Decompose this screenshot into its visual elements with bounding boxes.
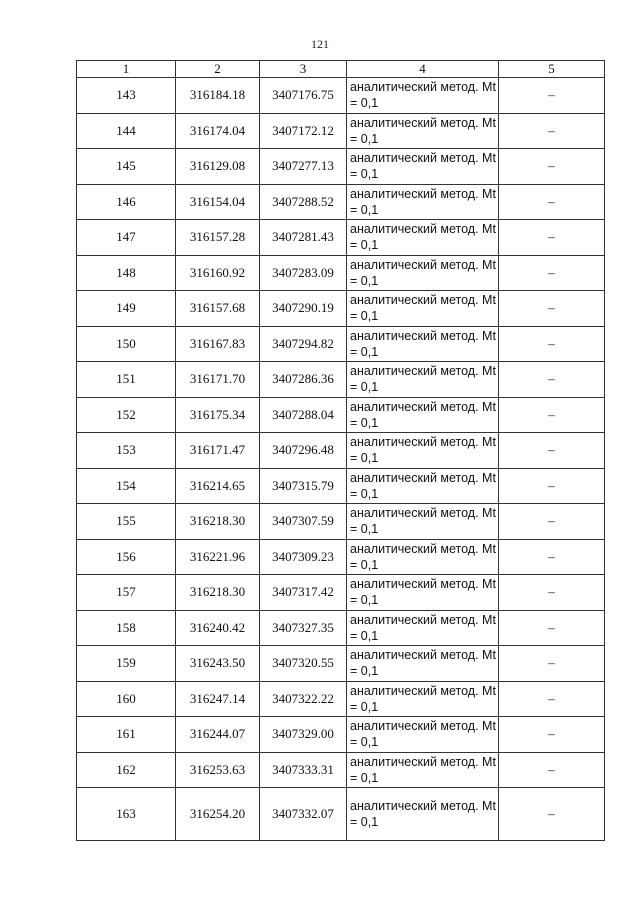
x-coordinate-cell: 316254.20 (176, 788, 260, 841)
x-coordinate-cell: 316247.14 (176, 681, 260, 717)
y-coordinate-cell: 3407333.31 (260, 752, 347, 788)
point-number-cell: 148 (77, 255, 176, 291)
y-coordinate-cell: 3407277.13 (260, 149, 347, 185)
point-number-cell: 143 (77, 78, 176, 114)
x-coordinate-cell: 316129.08 (176, 149, 260, 185)
x-coordinate-cell: 316167.83 (176, 326, 260, 362)
x-coordinate-cell: 316174.04 (176, 113, 260, 149)
note-cell: – (499, 255, 605, 291)
method-cell: аналитический метод. Mt = 0,1 (347, 575, 499, 611)
method-cell: аналитический метод. Mt = 0,1 (347, 752, 499, 788)
method-cell: аналитический метод. Mt = 0,1 (347, 220, 499, 256)
table-row (77, 575, 605, 611)
point-number-cell: 146 (77, 184, 176, 220)
method-cell: аналитический метод. Mt = 0,1 (347, 149, 499, 185)
table-row (77, 681, 605, 717)
method-cell: аналитический метод. Mt = 0,1 (347, 646, 499, 682)
table-row (77, 113, 605, 149)
table-row (77, 646, 605, 682)
table-row (77, 326, 605, 362)
note-cell: – (499, 326, 605, 362)
method-cell: аналитический метод. Mt = 0,1 (347, 788, 499, 841)
note-cell: – (499, 681, 605, 717)
y-coordinate-cell: 3407320.55 (260, 646, 347, 682)
note-cell: – (499, 610, 605, 646)
note-cell: – (499, 113, 605, 149)
table-row (77, 220, 605, 256)
method-cell: аналитический метод. Mt = 0,1 (347, 255, 499, 291)
point-number-cell: 150 (77, 326, 176, 362)
table-row (77, 433, 605, 469)
x-coordinate-cell: 316171.47 (176, 433, 260, 469)
note-cell: – (499, 717, 605, 753)
x-coordinate-cell: 316157.68 (176, 291, 260, 327)
y-coordinate-cell: 3407286.36 (260, 362, 347, 398)
table-row (77, 362, 605, 398)
table-row (77, 397, 605, 433)
method-cell: аналитический метод. Mt = 0,1 (347, 362, 499, 398)
point-number-cell: 161 (77, 717, 176, 753)
table-row (77, 752, 605, 788)
method-cell: аналитический метод. Mt = 0,1 (347, 717, 499, 753)
table-body (77, 78, 605, 841)
point-number-cell: 158 (77, 610, 176, 646)
note-cell: – (499, 149, 605, 185)
y-coordinate-cell: 3407288.52 (260, 184, 347, 220)
method-cell: аналитический метод. Mt = 0,1 (347, 326, 499, 362)
method-cell: аналитический метод. Mt = 0,1 (347, 397, 499, 433)
note-cell: – (499, 362, 605, 398)
point-number-cell: 160 (77, 681, 176, 717)
point-number-cell: 159 (77, 646, 176, 682)
point-number-cell: 154 (77, 468, 176, 504)
table-row (77, 468, 605, 504)
point-number-cell: 149 (77, 291, 176, 327)
note-cell: – (499, 539, 605, 575)
page-number: 121 (311, 37, 329, 51)
y-coordinate-cell: 3407281.43 (260, 220, 347, 256)
column-header: 4 (347, 61, 499, 78)
x-coordinate-cell: 316218.30 (176, 575, 260, 611)
x-coordinate-cell: 316243.50 (176, 646, 260, 682)
table-row (77, 78, 605, 114)
y-coordinate-cell: 3407288.04 (260, 397, 347, 433)
note-cell: – (499, 78, 605, 114)
y-coordinate-cell: 3407283.09 (260, 255, 347, 291)
header-row (77, 61, 605, 78)
y-coordinate-cell: 3407290.19 (260, 291, 347, 327)
x-coordinate-cell: 316221.96 (176, 539, 260, 575)
note-cell: – (499, 752, 605, 788)
x-coordinate-cell: 316157.28 (176, 220, 260, 256)
note-cell: – (499, 184, 605, 220)
table-row (77, 539, 605, 575)
x-coordinate-cell: 316244.07 (176, 717, 260, 753)
table-row (77, 717, 605, 753)
point-number-cell: 156 (77, 539, 176, 575)
method-cell: аналитический метод. Mt = 0,1 (347, 504, 499, 540)
y-coordinate-cell: 3407176.75 (260, 78, 347, 114)
y-coordinate-cell: 3407309.23 (260, 539, 347, 575)
y-coordinate-cell: 3407296.48 (260, 433, 347, 469)
method-cell: аналитический метод. Mt = 0,1 (347, 78, 499, 114)
table-row (77, 184, 605, 220)
x-coordinate-cell: 316253.63 (176, 752, 260, 788)
note-cell: – (499, 646, 605, 682)
y-coordinate-cell: 3407294.82 (260, 326, 347, 362)
x-coordinate-cell: 316214.65 (176, 468, 260, 504)
method-cell: аналитический метод. Mt = 0,1 (347, 539, 499, 575)
note-cell: – (499, 468, 605, 504)
method-cell: аналитический метод. Mt = 0,1 (347, 184, 499, 220)
coordinates-table (76, 60, 605, 841)
point-number-cell: 162 (77, 752, 176, 788)
x-coordinate-cell: 316218.30 (176, 504, 260, 540)
point-number-cell: 147 (77, 220, 176, 256)
column-header: 5 (499, 61, 605, 78)
note-cell: – (499, 397, 605, 433)
x-coordinate-cell: 316175.34 (176, 397, 260, 433)
note-cell: – (499, 433, 605, 469)
table-row (77, 255, 605, 291)
point-number-cell: 155 (77, 504, 176, 540)
point-number-cell: 153 (77, 433, 176, 469)
y-coordinate-cell: 3407329.00 (260, 717, 347, 753)
method-cell: аналитический метод. Mt = 0,1 (347, 610, 499, 646)
table-row (77, 504, 605, 540)
note-cell: – (499, 504, 605, 540)
table-row (77, 149, 605, 185)
y-coordinate-cell: 3407317.42 (260, 575, 347, 611)
y-coordinate-cell: 3407172.12 (260, 113, 347, 149)
y-coordinate-cell: 3407307.59 (260, 504, 347, 540)
method-cell: аналитический метод. Mt = 0,1 (347, 681, 499, 717)
method-cell: аналитический метод. Mt = 0,1 (347, 468, 499, 504)
point-number-cell: 145 (77, 149, 176, 185)
y-coordinate-cell: 3407327.35 (260, 610, 347, 646)
method-cell: аналитический метод. Mt = 0,1 (347, 113, 499, 149)
point-number-cell: 152 (77, 397, 176, 433)
column-header: 2 (176, 61, 260, 78)
method-cell: аналитический метод. Mt = 0,1 (347, 433, 499, 469)
y-coordinate-cell: 3407332.07 (260, 788, 347, 841)
point-number-cell: 157 (77, 575, 176, 611)
table-row (77, 788, 605, 841)
y-coordinate-cell: 3407322.22 (260, 681, 347, 717)
note-cell: – (499, 291, 605, 327)
note-cell: – (499, 788, 605, 841)
x-coordinate-cell: 316240.42 (176, 610, 260, 646)
point-number-cell: 151 (77, 362, 176, 398)
table-row (77, 610, 605, 646)
table-row (77, 291, 605, 327)
note-cell: – (499, 575, 605, 611)
point-number-cell: 144 (77, 113, 176, 149)
x-coordinate-cell: 316160.92 (176, 255, 260, 291)
x-coordinate-cell: 316154.04 (176, 184, 260, 220)
column-header: 1 (77, 61, 176, 78)
note-cell: – (499, 220, 605, 256)
column-header: 3 (260, 61, 347, 78)
y-coordinate-cell: 3407315.79 (260, 468, 347, 504)
point-number-cell: 163 (77, 788, 176, 841)
method-cell: аналитический метод. Mt = 0,1 (347, 291, 499, 327)
x-coordinate-cell: 316184.18 (176, 78, 260, 114)
x-coordinate-cell: 316171.70 (176, 362, 260, 398)
